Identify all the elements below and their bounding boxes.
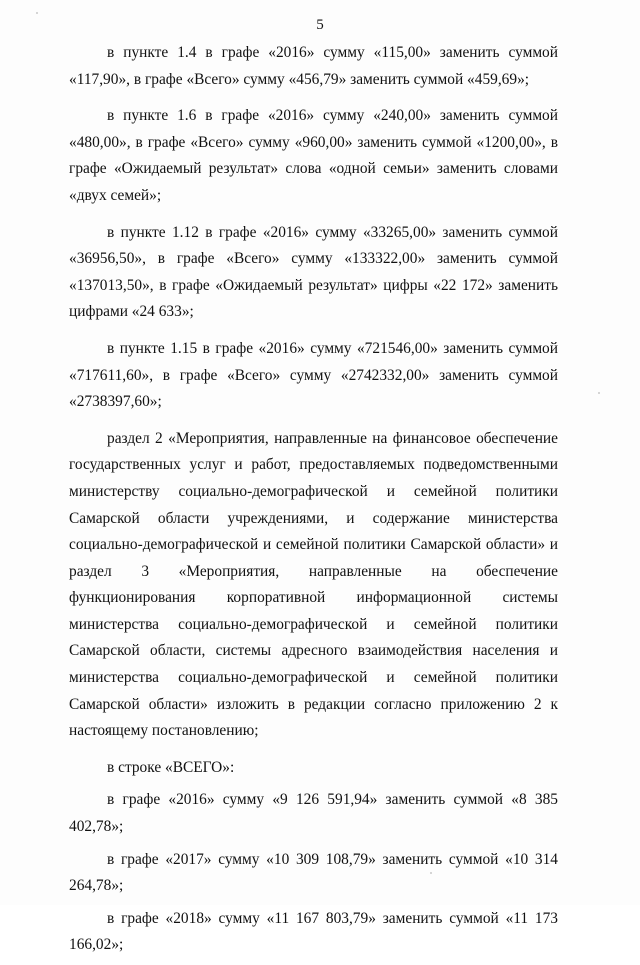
paragraph-item-1-15: в пункте 1.15 в графе «2016» сумму «721546,00» заменить суммой «717611,60», в графе «Всего» сумму «2742332,00» заменить суммой «2738397,60»; [69,339,558,411]
paragraph-column-2017: в графе «2017» сумму «10 309 108,79» заменить суммой «10 314 264,78»; [69,850,558,895]
paragraph-item-1-12: в пункте 1.12 в графе «2016» сумму «33265,00» заменить суммой «36956,50», в графе «Всего» сумму «133322,00» заменить суммой «137013,50», в графе «Ожидаемый результат» цифры «22 172» заменить цифрами «24 633»; [69,223,558,321]
paragraph-sections-2-3: раздел 2 «Мероприятия, направленные на финансовое обеспечение государственных услуг и работ, предоставляемых подведомственными министерству социально-демографической и семейной политики Самарской области учреждениями, и содержание министерства социально-демографической и семейной политики Самарской области» и раздел 3 «Мероприятия, направленные на обеспечение функционирования корпоративной информационной системы министерства социально-демографической и семейной политики Самарской области, системы адресного взаимодействия населения и министерства социально-демографической и семейной политики Самарской области» изложить в редакции согласно приложению 2 к настоящему постановлению; [69,429,558,740]
paragraph-column-2018: в графе «2018» сумму «11 167 803,79» заменить суммой «11 173 166,02»; [69,909,558,954]
scan-speck [36,12,38,14]
scan-speck [598,392,600,394]
page-number: 5 [316,17,324,33]
scan-speck [430,872,432,874]
document-body [69,40,558,965]
paragraph-total-row: в строке «ВСЕГО»: [107,758,235,776]
paragraph-column-2016: в графе «2016» сумму «9 126 591,94» заменить суммой «8 385 402,78»; [69,791,558,836]
paragraph-item-1-6: в пункте 1.6 в графе «2016» сумму «240,00» заменить суммой «480,00», в графе «Всего» сумму «960,00» заменить суммой «1200,00», в графе «Ожидаемый результат» слова «одной семьи» заменить словами «двух семей»; [69,107,558,204]
paragraph-item-1-4: в пункте 1.4 в графе «2016» сумму «115,00» заменить суммой «117,90», в графе «Всего» сумму «456,79» заменить суммой «459,69»; [69,44,558,88]
